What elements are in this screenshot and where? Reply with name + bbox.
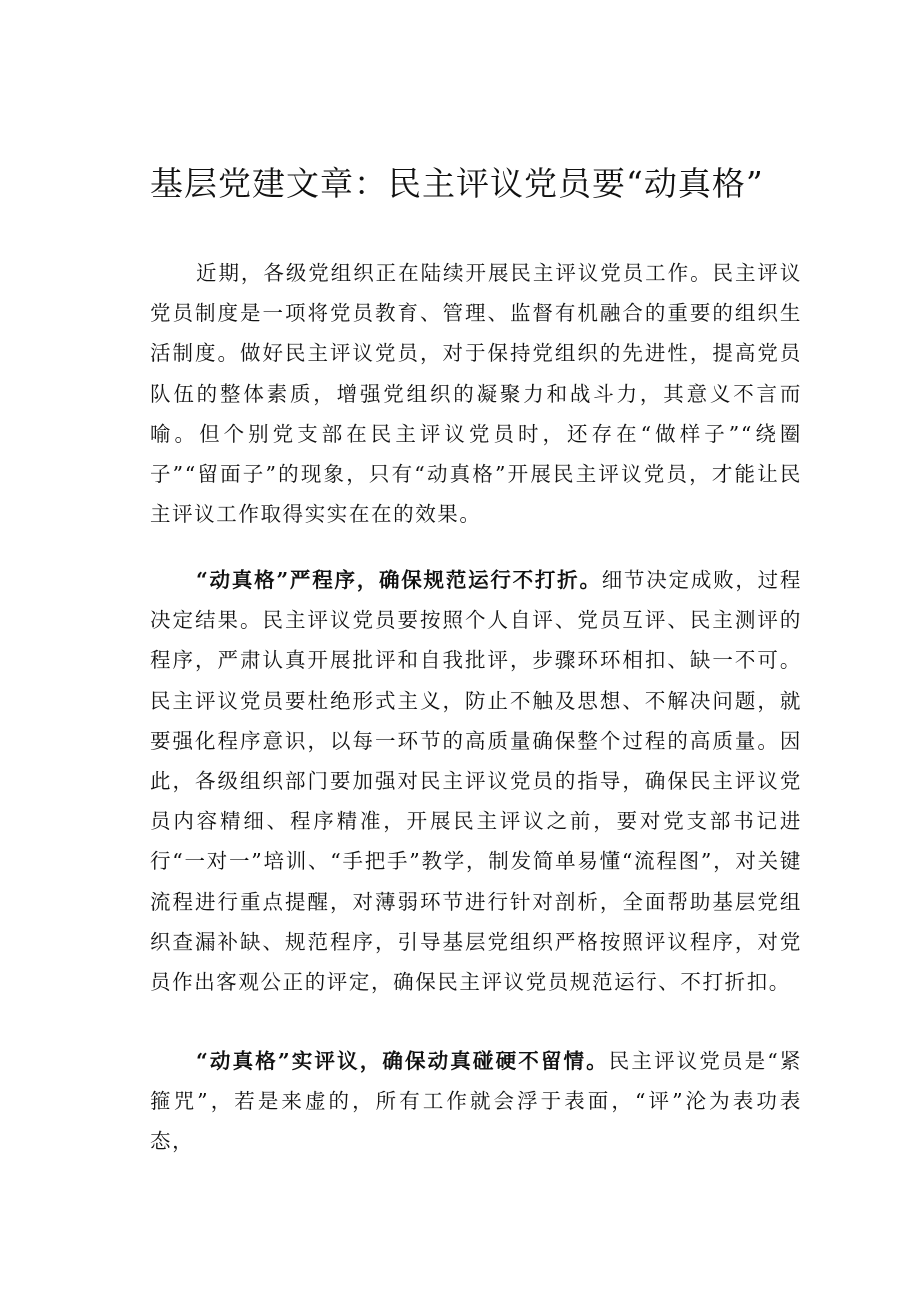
paragraph-text: 民主评议党员是“紧箍咒”，若是来虚的，所有工作就会浮于表面，“评”沦为表功表态， xyxy=(150,1049,802,1154)
paragraph-evaluation xyxy=(150,1041,802,1162)
paragraph-procedure xyxy=(150,560,802,1002)
paragraph-lead-heading: “动真格”实评议，确保动真碰硬不留情。 xyxy=(196,1049,609,1073)
paragraph-lead-heading: “动真格”严程序，确保规范运行不打折。 xyxy=(196,568,602,592)
paragraph-text: 近期，各级党组织正在陆续开展民主评议党员工作。民主评议党员制度是一项将党员教育、管理、监督有机融合的重要的组织生活制度。做好民主评议党员，对于保持党组织的先进性，提高党员队伍的整体素质，增强党组织的凝聚力和战斗力，其意义不言而喻。但个别党支部在民主评议党员时，还存在“做样子”“绕圈子”“留面子”的现象，只有“动真格”开展民主评议党员，才能让民主评议工作取得实实在在的效果。 xyxy=(150,261,802,527)
document-title: 基层党建文章：民主评议党员要“动真格” xyxy=(150,164,764,203)
paragraph-text: 细节决定成败，过程决定结果。民主评议党员要按照个人自评、党员互评、民主测评的程序，严肃认真开展批评和自我批评，步骤环环相扣、缺一不可。民主评议党员要杜绝形式主义，防止不触及思想、不解决问题，就要强化程序意识，以每一环节的高质量确保整个过程的高质量。因此，各级组织部门要加强对民主评议党员的指导，确保民主评议党员内容精细、程序精准，开展民主评议之前，要对党支部书记进行“一对一”培训、“手把手”教学，制发简单易懂“流程图”，对关键流程进行重点提醒，对薄弱环节进行针对剖析，全面帮助基层党组织查漏补缺、规范程序，引导基层党组织严格按照评议程序，对党员作出客观公正的评定，确保民主评议党员规范运行、不打折扣。 xyxy=(150,568,802,995)
paragraph-intro xyxy=(150,253,802,534)
